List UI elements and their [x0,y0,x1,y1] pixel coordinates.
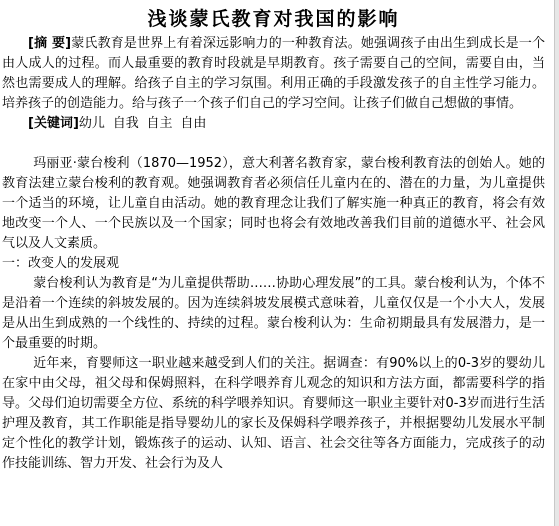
keyword-item: 自由 [180,116,207,131]
keyword-item: 幼儿 [78,116,105,131]
spacer [2,134,545,154]
body-paragraph: 蒙台梭利认为教育是“为儿童提供帮助……协助心理发展”的工具。蒙台梭利认为，个体不是沿着一个连续的斜坡发展的。因为连续斜坡发展模式意味着，儿童仅仅是一个小大人，发展是从出生到成熟的一个线性的、持续的过程。蒙台梭利认为：生命初期最具有发展潜力，是一个最重要的时期。 [2,276,545,351]
section-heading: 一：改变人的发展观 [2,256,120,271]
abstract-label: [摘 要] [28,36,72,51]
keywords-label: [关键词] [28,116,79,131]
intro-paragraph: 玛丽亚·蒙台梭利（1870—1952），意大利著名教育家，蒙台梭利教育法的创始人。她的教育法建立蒙台梭利的教育观。她强调教育者必须信任儿童内在的、潜在的力量，为儿童提供一个适当的环境，让儿童自由活动。她的教育理念让我们了解实施一种真正的教育，将会有效地改变一个人、一个民族以及一个国家；同时也将会有效地改善我们目前的道德水平、社会风气以及人文素质。 [2,156,545,251]
abstract-paragraph [2,34,545,114]
keywords-list [79,116,206,131]
body-paragraph: 近年来，育婴师这一职业越来越受到人们的关注。据调查：有90%以上的0-3岁的婴幼儿在家中由父母，祖父母和保姆照料，在科学喂养育儿观念的知识和方法方面，都需要科学的指导。父母们迫切需要全方位、系统的科学喂养知识。育婴师这一职业主要针对0-3岁而进行生活护理及教育，其工作职能是指导婴幼儿的家长及保姆科学喂养孩子，并根据婴幼儿发展水平制定个性化的教学计划，锻炼孩子的运动、认知、语言、社会交往等各方面能力，完成孩子的动作技能训练、智力开发、社会行为及人 [2,356,545,471]
abstract-section [2,34,545,114]
vertical-scrollbar[interactable] [554,0,559,526]
keyword-item: 自我 [112,116,139,131]
article-title: 浅谈蒙氏教育对我国的影响 [147,8,400,30]
keyword-item: 自主 [146,116,173,131]
abstract-text: 蒙氏教育是世界上有着深远影响力的一种教育法。她强调孩子由出生到成长是一个由人成人的过程。而人最重要的教育时段就是早期教育。孩子需要自己的空间，需要自由，当然也需要成人的理解。给孩子自主的学习氛围。利用正确的手段激发孩子的自主性学习能力。培养孩子的创造能力。给与孩子一个孩子们自己的学习空间。让孩子们做自己想做的事情。 [2,36,545,111]
body-section [2,154,545,474]
keywords-line [2,114,545,134]
